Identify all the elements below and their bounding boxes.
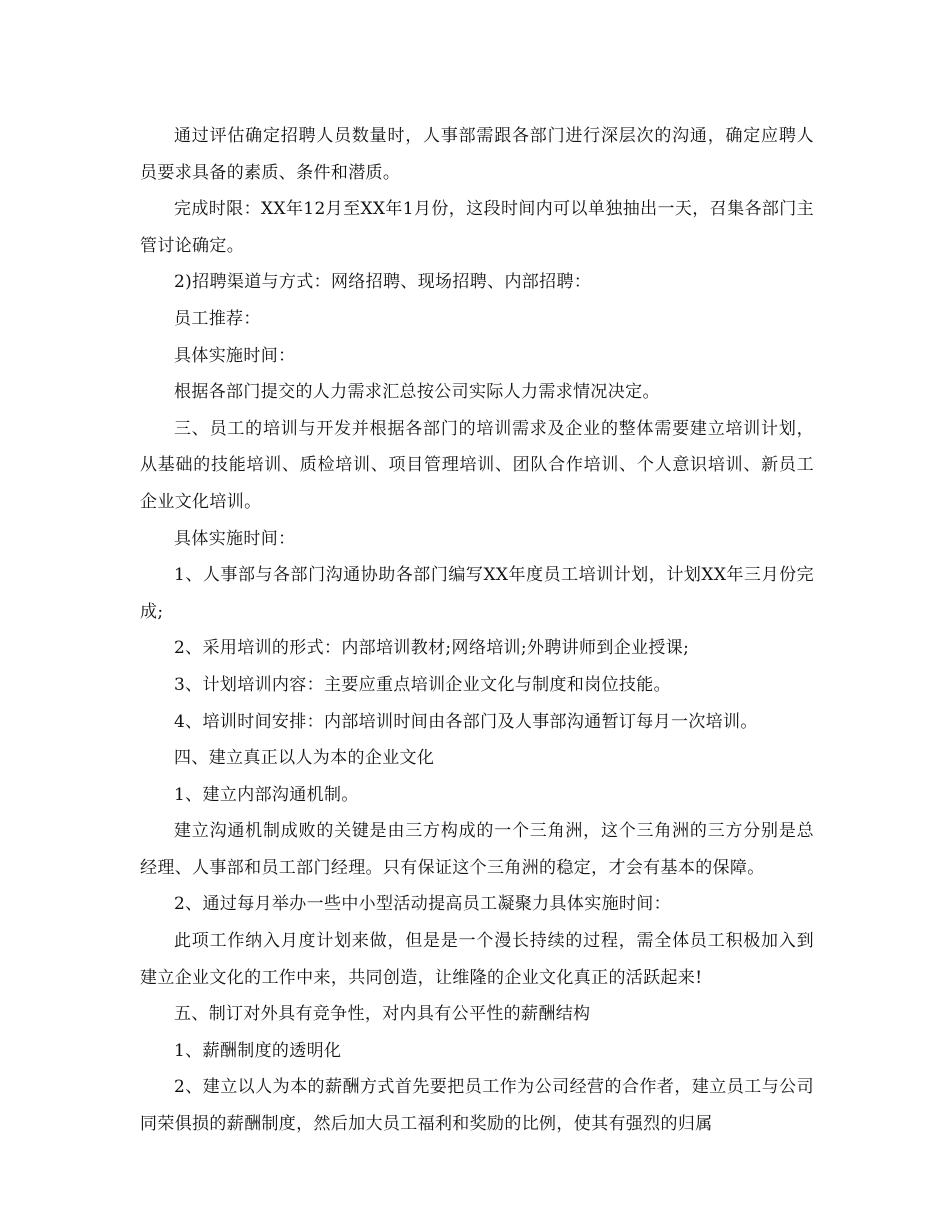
paragraph-needs-summary: 根据各部门提交的人力需求汇总按公司实际人力需求情况决定。 <box>174 382 660 403</box>
heading-salary-structure: 五、制订对外具有竞争性，对内具有公平性的薪酬结构 <box>174 1004 591 1025</box>
paragraph-implementation-time-2: 具体实施时间： <box>174 528 296 549</box>
list-item-training-form: 2、采用培训的形式：内部培训教材;网络培训;外聘讲师到企业授课; <box>174 638 690 659</box>
document-body <box>140 118 814 1143</box>
paragraph-recruit-assessment: 通过评估确定招聘人员数量时，人事部需跟各部门进行深层次的沟通，确定应聘人员要求具备的素质、条件和潜质。 <box>140 126 814 183</box>
list-item-people-oriented-salary: 2、建立以人为本的薪酬方式首先要把员工作为公司经营的合作者，建立员工与公司同荣俱损的薪酬制度，然后加大员工福利和奖励的比例，使其有强烈的归属 <box>140 1077 814 1135</box>
list-item-monthly-activities: 2、通过每月举办一些中小型活动提高员工凝聚力具体实施时间： <box>174 894 671 915</box>
list-item-salary-transparency: 1、薪酬制度的透明化 <box>174 1040 342 1061</box>
paragraph-monthly-plan: 此项工作纳入月度计划来做，但是是一个漫长持续的过程，需全体员工积极加入到建立企业文化的工作中来，共同创造，让维隆的企业文化真正的活跃起来! <box>140 931 814 988</box>
paragraph-communication-triangle: 建立沟通机制成败的关键是由三方构成的一个三角洲，这个三角洲的三方分别是总经理、人事部和员工部门经理。只有保证这个三角洲的稳定，才会有基本的保障。 <box>140 821 814 878</box>
paragraph-recruit-channels: 2)招聘渠道与方式：网络招聘、现场招聘、内部招聘： <box>174 272 592 293</box>
paragraph-employee-referral: 员工推荐： <box>174 308 261 329</box>
list-item-training-schedule: 4、培训时间安排：内部培训时间由各部门及人事部沟通暂订每月一次培训。 <box>174 711 758 732</box>
heading-corporate-culture: 四、建立真正以人为本的企业文化 <box>174 748 435 769</box>
list-item-training-plan: 1、人事部与各部门沟通协助各部门编写XX年度员工培训计划，计划XX年三月份完成; <box>140 565 814 622</box>
list-item-communication-mechanism: 1、建立内部沟通机制。 <box>174 784 359 805</box>
paragraph-implementation-time: 具体实施时间： <box>174 345 296 366</box>
list-item-training-content: 3、计划培训内容：主要应重点培训企业文化与制度和岗位技能。 <box>174 674 671 695</box>
heading-training-development: 三、员工的培训与开发并根据各部门的培训需求及企业的整体需要建立培训计划，从基础的技能培训、质检培训、项目管理培训、团队合作培训、个人意识培训、新员工企业文化培训。 <box>140 418 814 512</box>
paragraph-deadline: 完成时限：XX年12月至XX年1月份，这段时间内可以单独抽出一天，召集各部门主管讨论确定。 <box>140 199 814 256</box>
